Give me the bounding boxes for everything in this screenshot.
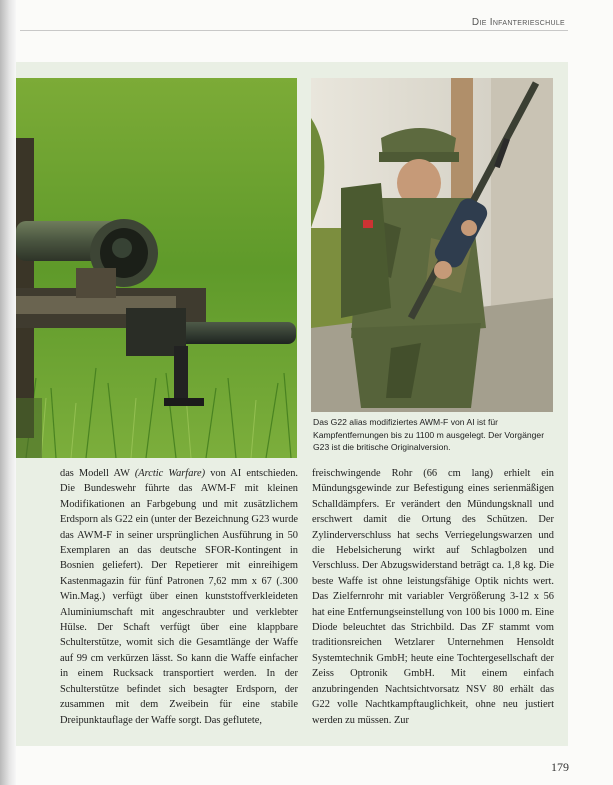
photo-caption: Das G22 alias modifiziertes AWM-F von AI ist für Kampfentfernungen bis zu 1100 m ausgelegt. Der Vorgänger G23 ist die britische Originalversion. <box>313 417 545 452</box>
body-paragraph-left <box>60 466 298 728</box>
running-head: Die Infanterieschule <box>471 17 565 28</box>
rifle-scope-photo <box>16 78 297 458</box>
body-rest: von AI entschieden. Die Bundeswehr führte das AWM-F mit kleinen Modifikationen an Farbgebung und mit zusätzlichem Erdsporn als G22 ein (unter der Bezeichnung G23 wurde das AWM-F in seiner ursprünglichen Ausführung in 50 Exemplaren an das deutsche SFOR-Kontingent in Bosnien geliefert). Der Repetierer mit einreihigem Kastenmagazin für fünf Patronen 7,62 mm x 67 (.300 Win.Mag.) verfügt über einen kunststoffverkleideten Aluminiumschaft mit angeschraubter und verklebter Hülse. Der Schaft verfügt über eine klappbare Schulterstütze, womit sich die Gesamtlänge der Waffe auf 99 cm verkürzen lässt. So kann die Waffe einfacher in einem Rucksack transportiert werden. In der Schulterstütze befindet sich besagter Erdsporn, der zusammen mit dem Zweibein für eine stabile Dreipunktauflage der Waffe sorgt. Das geflutete, <box>60 468 298 726</box>
body-column-left <box>60 466 298 728</box>
soldier-photo <box>311 78 553 412</box>
header-rule <box>20 30 568 31</box>
body-column-right <box>312 466 554 728</box>
body-paragraph-right: freischwingende Rohr (66 cm lang) erhielt ein Mündungsgewinde zur Befestigung eines serienmäßigen Schalldämpfers. Er verändert den Mündungsknall und erschwert damit die Ortung des Schützen. Der Zylinderverschluss hat sechs Verriegelungswarzen und die Hebelsicherung wirkt auf Schlagbolzen und Verschluss. Der Abzugswiderstand beträgt ca. 1,8 kg. Die beste Waffe ist ohne leistungsfähige Optik nichts wert. Das Zielfernrohr mit variabler Vergrößerung 3-12 x 56 hat eine Entfernungseinstellung von 100 bis 1000 m. Eine Diode beleuchtet das Strichbild. Das ZF stammt vom traditionsreichen Wetzlarer Unternehmen Hensoldt Systemtechnik GmbH; heute eine Tochtergesellschaft der Zeiss Optronik GmbH. Mit einem einfach anzubringenden Nachtsichtvorsatz NSV 80 erhält das G22 volle Nachtkampftauglichkeit, ohne neu justiert werden zu müssen. Zur <box>312 468 554 726</box>
page-binding-edge <box>0 0 16 785</box>
page-number: 179 <box>551 760 569 774</box>
arctic-warfare-term: (Arctic Warfare) <box>134 468 206 479</box>
body-lead: das Modell AW <box>60 468 135 479</box>
